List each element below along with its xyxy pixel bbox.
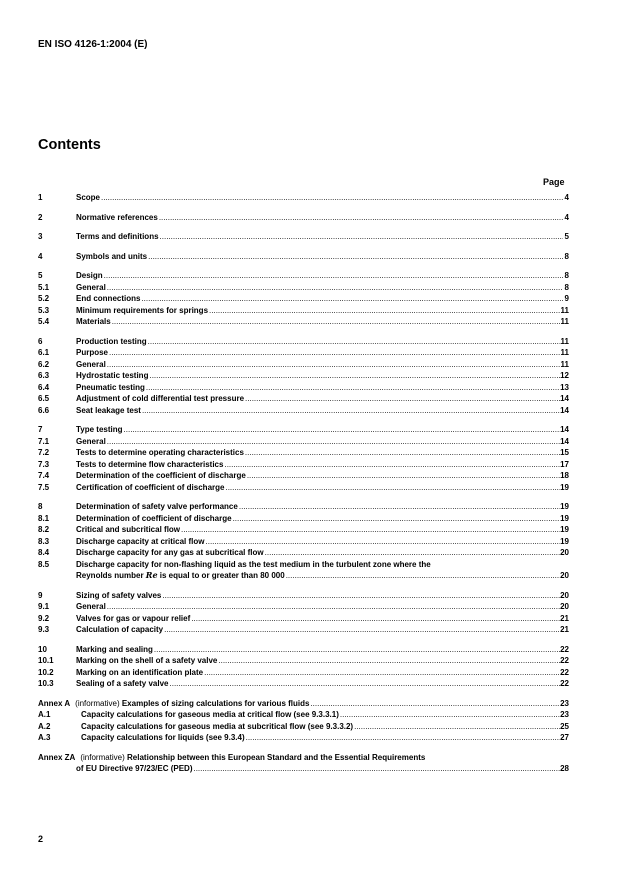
toc-entry-number: 8.4 (38, 548, 50, 557)
leader-dots (154, 644, 560, 656)
toc-entry-page: 14 (560, 405, 569, 415)
section-gap (38, 328, 569, 336)
toc-entry-number: 5 (38, 271, 43, 280)
section-gap (38, 204, 569, 212)
toc-entry-page: 21 (560, 613, 569, 623)
toc-entry[interactable] (38, 282, 569, 294)
annex-title-wrap (75, 698, 309, 710)
annex-title: Relationship between this European Standard and the Essential Requirements (127, 752, 426, 762)
toc-entry-title: General (76, 359, 106, 369)
toc-entry-number: 8 (38, 502, 43, 511)
leader-dots (239, 501, 560, 513)
leader-dots (181, 524, 560, 536)
toc-entry-title: Purpose (76, 348, 109, 357)
toc-entry-page: 19 (560, 482, 569, 492)
toc-section (38, 424, 569, 493)
toc-entry-number: 9.2 (38, 613, 50, 623)
leader-dots (148, 336, 561, 348)
toc-entry-title: Adjustment of cold differential test pressure (76, 394, 245, 403)
toc-entry[interactable] (38, 459, 569, 471)
leader-dots (245, 447, 560, 459)
toc-entry-number: 10 (38, 644, 47, 654)
toc-entry-title: Sizing of safety valves (76, 590, 162, 600)
toc-entry-title: Calculation of capacity (76, 625, 164, 634)
toc-entry-number: 10.2 (38, 667, 54, 677)
toc-entry[interactable] (38, 470, 569, 482)
leader-dots (107, 282, 563, 294)
toc-entry-page: 19 (560, 513, 569, 523)
toc-entry[interactable] (38, 547, 569, 559)
toc-entry-number: 10.3 (38, 679, 54, 688)
toc-entry-title: General (76, 282, 106, 292)
leader-dots (233, 513, 561, 525)
toc-entry-title: Discharge capacity for any gas at subcritical flow (76, 548, 264, 557)
toc-section (38, 192, 569, 204)
toc-entry[interactable] (38, 513, 569, 525)
annex-title-wrap (80, 752, 425, 764)
toc-entry-title: Marking on the shell of a safety valve (76, 656, 218, 665)
toc-entry-number: 8.3 (38, 536, 50, 546)
toc-entry-number: A.2 (38, 721, 51, 731)
title-text: is equal to or greater than 80 000 (157, 571, 285, 580)
toc-entry-number: 9.1 (38, 602, 50, 611)
toc-entry[interactable] (38, 655, 569, 667)
toc-entry-title: Critical and subcritical flow (76, 525, 181, 534)
toc-entry-title: Scope (76, 193, 101, 202)
leader-dots (247, 470, 560, 482)
toc-entry[interactable] (38, 405, 569, 417)
toc-entry-page: 11 (560, 336, 569, 346)
toc-section (38, 336, 569, 417)
toc-entry-page: 19 (560, 525, 569, 534)
toc-entry-title: Tests to determine operating characteristics (76, 448, 244, 457)
toc-entry-title: Pneumatic testing (76, 382, 145, 392)
toc-entry[interactable] (38, 524, 569, 536)
leader-dots (164, 624, 560, 636)
toc-entry[interactable] (38, 536, 569, 548)
toc-entry-page: 25 (560, 721, 569, 731)
toc-entry-page: 18 (560, 471, 569, 480)
leader-dots (146, 382, 560, 394)
leader-dots (225, 482, 560, 494)
leader-dots (107, 359, 561, 371)
leader-dots (191, 613, 560, 625)
section-gap (38, 582, 569, 590)
table-of-contents (38, 192, 569, 775)
toc-entry-page: 20 (560, 571, 569, 580)
leader-dots (112, 316, 561, 328)
toc-entry-page: 27 (560, 733, 569, 742)
annex-type: (informative) (75, 698, 120, 708)
toc-entry[interactable] (38, 721, 569, 733)
toc-entry[interactable] (38, 192, 569, 204)
toc-entry[interactable] (38, 382, 569, 394)
leader-dots (354, 721, 560, 733)
toc-entry-page: 14 (560, 394, 569, 403)
toc-entry-continuation[interactable] (38, 570, 569, 582)
toc-entry-page: 13 (560, 382, 569, 392)
toc-entry-title: Normative references (76, 212, 158, 222)
toc-entry-page: 4 (564, 212, 569, 222)
toc-entry-number: 4 (38, 251, 43, 261)
toc-entry-number: 6.4 (38, 382, 50, 392)
toc-entry[interactable] (38, 393, 569, 405)
leader-dots (160, 231, 563, 243)
leader-dots (204, 667, 560, 679)
toc-entry-page: 22 (560, 667, 569, 677)
toc-entry-number: 10.1 (38, 656, 54, 665)
toc-entry[interactable] (38, 732, 569, 744)
toc-entry-page: 14 (560, 425, 569, 434)
toc-entry-title: Capacity calculations for gaseous media at critical flow (see 9.3.3.1) (81, 710, 339, 719)
toc-entry-page: 28 (560, 764, 569, 773)
toc-entry-number: 8.5 (38, 559, 50, 569)
toc-entry-title: Determination of safety valve performance (76, 502, 238, 511)
toc-entry-title: Hydrostatic testing (76, 371, 149, 380)
toc-section (38, 251, 569, 263)
toc-entry-page: 22 (560, 644, 569, 654)
toc-entry-page: 12 (560, 371, 569, 380)
toc-section (38, 212, 569, 224)
toc-entry-number: 7.5 (38, 482, 50, 492)
leader-dots (310, 698, 560, 710)
toc-entry-number: 6.5 (38, 394, 50, 403)
leader-dots (101, 192, 563, 204)
toc-entry-number: 6.2 (38, 359, 50, 369)
toc-entry[interactable] (38, 316, 569, 328)
toc-entry-number: 7.2 (38, 448, 50, 457)
toc-entry-number: 6.6 (38, 405, 50, 415)
toc-entry-title: General (76, 436, 106, 446)
annex-type: (informative) (80, 752, 125, 762)
annex-za-heading[interactable] (38, 752, 569, 764)
section-gap (38, 493, 569, 501)
toc-entry[interactable] (38, 501, 569, 513)
toc-entry[interactable] (38, 447, 569, 459)
toc-entry-number: 5.1 (38, 282, 50, 292)
title-text: Reynolds number (76, 571, 146, 580)
toc-entry-number: 5.4 (38, 317, 50, 326)
leader-dots (104, 270, 563, 282)
toc-entry-number: 6 (38, 336, 43, 346)
toc-entry[interactable] (38, 305, 569, 317)
toc-entry-multiline[interactable] (38, 559, 569, 571)
toc-entry-number: 3 (38, 232, 43, 241)
leader-dots (107, 436, 560, 448)
leader-dots (162, 590, 560, 602)
toc-entry-page: 20 (560, 602, 569, 611)
leader-dots (245, 393, 560, 405)
toc-entry-title: Design (76, 271, 103, 280)
toc-entry-page: 23 (560, 698, 569, 708)
toc-entry[interactable] (38, 482, 569, 494)
toc-entry-title: Production testing (76, 336, 147, 346)
leader-dots (109, 347, 561, 359)
section-gap (38, 243, 569, 251)
toc-entry-title: Type testing (76, 425, 123, 434)
annex-title: Examples of sizing calculations for various fluids (121, 698, 310, 708)
leader-dots (149, 370, 560, 382)
annex-a-heading[interactable] (38, 698, 569, 710)
leader-dots (340, 709, 560, 721)
toc-entry-title: End connections (76, 294, 141, 303)
toc-entry-number: 5.2 (38, 294, 50, 303)
toc-section (38, 231, 569, 243)
leader-dots (209, 305, 561, 317)
toc-section (38, 590, 569, 636)
toc-entry-title: Terms and definitions (76, 232, 159, 241)
toc-entry[interactable] (38, 644, 569, 656)
toc-entry[interactable] (38, 424, 569, 436)
toc-entry-number: A.3 (38, 733, 51, 742)
document-id: EN ISO 4126-1:2004 (E) (38, 39, 148, 50)
toc-entry-number: A.1 (38, 710, 51, 719)
toc-entry[interactable] (38, 709, 569, 721)
toc-entry-number: 9 (38, 590, 43, 600)
toc-entry-page: 14 (560, 436, 569, 446)
toc-entry[interactable] (38, 212, 569, 224)
toc-entry-page: 17 (560, 459, 569, 469)
leader-dots (206, 536, 561, 548)
toc-entry-page: 5 (564, 232, 569, 241)
toc-entry-title (76, 570, 285, 582)
toc-entry-number: 7 (38, 425, 43, 434)
leader-dots (246, 732, 560, 744)
toc-entry-title: Capacity calculations for liquids (see 9.3.4) (81, 733, 245, 742)
leader-dots (265, 547, 560, 559)
toc-entry-page: 4 (564, 193, 569, 202)
toc-entry-title: Symbols and units (76, 251, 148, 261)
annex-za-continuation[interactable] (38, 763, 569, 775)
toc-section (38, 644, 569, 690)
toc-entry-title: Materials (76, 317, 111, 326)
toc-entry-title: Tests to determine flow characteristics (76, 459, 224, 469)
toc-entry-page: 20 (560, 590, 569, 600)
leader-dots (170, 678, 561, 690)
annex-label: Annex A (38, 698, 71, 708)
toc-entry-title: General (76, 602, 106, 611)
toc-entry-number: 7.1 (38, 436, 50, 446)
toc-entry-number: 6.1 (38, 348, 50, 357)
toc-entry-page: 8 (564, 282, 569, 292)
toc-entry-title: Determination of coefficient of discharge (76, 513, 232, 523)
toc-entry-page: 8 (564, 271, 569, 280)
page-number: 2 (38, 834, 44, 844)
leader-dots (193, 763, 560, 775)
toc-entry-number: 2 (38, 212, 43, 222)
leader-dots (218, 655, 560, 667)
page-title: Contents (38, 137, 101, 153)
toc-entry-title: Discharge capacity for non-flashing liquid as the test medium in the turbulent zone where the (76, 559, 431, 569)
toc-entry-number: 7.3 (38, 459, 50, 469)
toc-section (38, 501, 569, 582)
toc-entry-title: Discharge capacity at critical flow (76, 536, 205, 546)
section-gap (38, 690, 569, 698)
toc-entry-page: 11 (560, 359, 569, 369)
toc-entry-number: 5.3 (38, 305, 50, 315)
toc-entry-title: Marking and sealing (76, 644, 153, 654)
toc-entry[interactable] (38, 251, 569, 263)
leader-dots (124, 424, 561, 436)
toc-entry-title: Determination of the coefficient of discharge (76, 471, 246, 480)
toc-entry-page: 22 (560, 656, 569, 665)
toc-entry-title: Seat leakage test (76, 405, 141, 415)
leader-dots (141, 293, 563, 305)
leader-dots (286, 570, 560, 582)
toc-entry-title: Certification of coefficient of discharge (76, 482, 225, 492)
toc-entry-number: 8.1 (38, 513, 50, 523)
leader-dots (107, 601, 560, 613)
section-gap (38, 744, 569, 752)
toc-entry[interactable] (38, 601, 569, 613)
toc-entry-number: 7.4 (38, 471, 50, 480)
toc-entry-title: Capacity calculations for gaseous media at subcritical flow (see 9.3.3.2) (81, 721, 354, 731)
reynolds-symbol: Re (145, 570, 158, 580)
toc-entry[interactable] (38, 624, 569, 636)
toc-entry-page: 23 (560, 710, 569, 719)
leader-dots (159, 212, 563, 224)
toc-entry-title: Sealing of a safety valve (76, 679, 169, 688)
toc-entry[interactable] (38, 678, 569, 690)
toc-entry[interactable] (38, 667, 569, 679)
toc-entry-title: Valves for gas or vapour relief (76, 613, 191, 623)
toc-entry[interactable] (38, 359, 569, 371)
annex-label: Annex ZA (38, 752, 76, 762)
toc-entry[interactable] (38, 436, 569, 448)
toc-entry-page: 9 (564, 294, 569, 303)
toc-entry[interactable] (38, 270, 569, 282)
toc-entry-page: 20 (560, 548, 569, 557)
toc-entry-page: 8 (564, 251, 569, 261)
toc-entry[interactable] (38, 370, 569, 382)
annex-title: of EU Directive 97/23/EC (PED) (76, 764, 193, 773)
toc-entry-number: 1 (38, 193, 43, 202)
toc-entry-title: Marking on an identification plate (76, 667, 204, 677)
toc-entry-title: Minimum requirements for springs (76, 305, 209, 315)
leader-dots (142, 405, 560, 417)
toc-entry-page: 11 (560, 317, 569, 326)
toc-entry-page: 19 (560, 502, 569, 511)
toc-entry-page: 15 (560, 448, 569, 457)
leader-dots (224, 459, 560, 471)
section-gap (38, 262, 569, 270)
toc-entry-number: 6.3 (38, 371, 50, 380)
annex-a-section (38, 698, 569, 744)
toc-entry-page: 21 (560, 625, 569, 634)
section-gap (38, 223, 569, 231)
toc-section (38, 270, 569, 328)
toc-entry-page: 11 (560, 348, 569, 357)
toc-entry[interactable] (38, 347, 569, 359)
toc-entry[interactable] (38, 231, 569, 243)
toc-entry[interactable] (38, 590, 569, 602)
leader-dots (148, 251, 563, 263)
toc-entry-number: 8.2 (38, 525, 50, 534)
page-column-label: Page (543, 177, 565, 187)
toc-entry-page: 22 (560, 679, 569, 688)
toc-entry[interactable] (38, 293, 569, 305)
toc-entry-page: 19 (560, 536, 569, 546)
toc-entry[interactable] (38, 613, 569, 625)
toc-entry-number: 9.3 (38, 625, 50, 634)
annex-za-section (38, 752, 569, 775)
toc-entry-page: 11 (560, 305, 569, 315)
section-gap (38, 416, 569, 424)
toc-entry[interactable] (38, 336, 569, 348)
section-gap (38, 636, 569, 644)
